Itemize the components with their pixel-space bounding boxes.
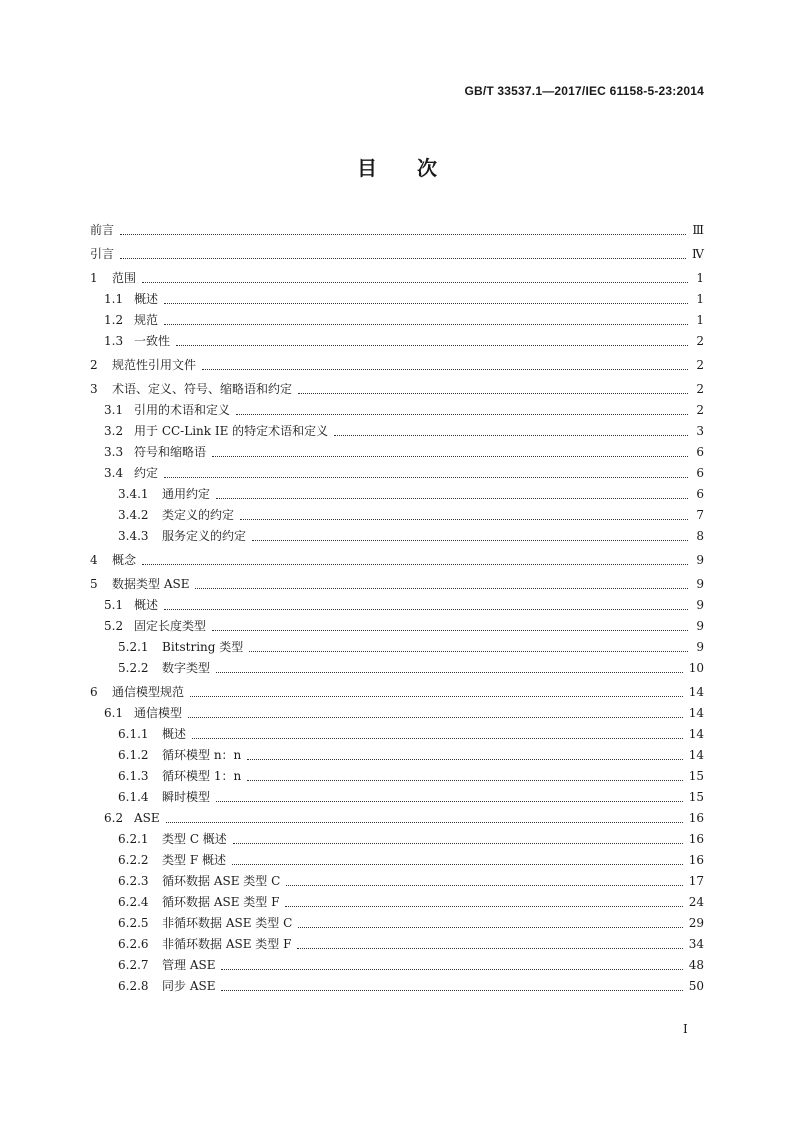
toc-entry-label: 数据类型 ASE: [112, 577, 190, 591]
toc-entry-number: 3.4.3: [118, 529, 149, 543]
document-code-header: GB/T 33537.1—2017/IEC 61158-5-23:2014: [464, 84, 704, 98]
toc-leader-dots: [286, 884, 682, 886]
toc-entry-page: 9: [696, 553, 704, 567]
toc-entry[interactable]: [90, 829, 704, 850]
toc-entry-number: 6.2: [104, 811, 124, 825]
toc-entry[interactable]: [90, 934, 704, 955]
toc-entry-label: 循环模型 n：n: [162, 748, 242, 762]
toc-leader-dots: [216, 497, 688, 499]
toc-entry-page: 14: [688, 748, 704, 762]
toc-entry-label: Bitstring 类型: [162, 640, 244, 654]
toc-entry[interactable]: [90, 976, 704, 997]
toc-entry-page: 16: [688, 832, 704, 846]
toc-entry-number: 5.2.1: [118, 640, 149, 654]
page-title: 目 次: [357, 156, 437, 180]
toc-entry-page: 16: [688, 853, 704, 867]
toc-entry-label: 引用的术语和定义: [134, 403, 231, 417]
toc-entry-number: 6.1.4: [118, 790, 149, 804]
toc-entry-label: 类定义的约定: [162, 508, 235, 522]
toc-entry-page: 29: [688, 916, 704, 930]
toc-entry-label: 一致性: [134, 334, 171, 348]
toc-entry-number: 6.2.2: [118, 853, 149, 867]
toc-leader-dots: [297, 947, 682, 949]
toc-entry-page: 10: [688, 661, 704, 675]
toc-entry-number: 3.1: [104, 403, 124, 417]
toc-entry-page: 34: [688, 937, 704, 951]
toc-leader-dots: [176, 344, 688, 346]
toc-entry-number: 6.1.2: [118, 748, 149, 762]
toc-leader-dots: [202, 368, 688, 370]
toc-entry[interactable]: [90, 550, 704, 571]
toc-entry-page: 6: [696, 487, 704, 501]
toc-entry-number: 3: [90, 382, 98, 396]
toc-entry-label: 术语、定义、符号、缩略语和约定: [112, 382, 293, 396]
toc-leader-dots: [166, 821, 683, 823]
toc-entry[interactable]: [90, 808, 704, 829]
toc-entry-number: 6.2.8: [118, 979, 149, 993]
toc-entry-number: 5.2: [104, 619, 124, 633]
toc-entry-number: 1.3: [104, 334, 124, 348]
toc-leader-dots: [142, 563, 688, 565]
toc-entry[interactable]: [90, 268, 704, 289]
toc-entry[interactable]: [90, 244, 704, 265]
toc-entry-number: 6.2.7: [118, 958, 149, 972]
toc-leader-dots: [120, 257, 686, 259]
toc-entry-label: 循环数据 ASE 类型 C: [162, 874, 281, 888]
toc-entry-number: 1.2: [104, 313, 124, 327]
toc-entry[interactable]: [90, 331, 704, 352]
toc-entry-number: 6.2.1: [118, 832, 149, 846]
toc-entry-label: 管理 ASE: [162, 958, 216, 972]
toc-entry-page: 14: [688, 685, 704, 699]
toc-entry[interactable]: [90, 463, 704, 484]
toc-leader-dots: [298, 926, 682, 928]
toc-leader-dots: [120, 233, 686, 235]
toc-entry-label: 数字类型: [162, 661, 211, 675]
toc-entry-label: 通信模型: [134, 706, 183, 720]
toc-entry-label: 概述: [162, 727, 187, 741]
toc-entry-label: 概念: [112, 553, 137, 567]
toc-entry-label: 瞬时模型: [162, 790, 211, 804]
toc-leader-dots: [164, 608, 688, 610]
toc-entry-label: 非循环数据 ASE 类型 F: [162, 937, 292, 951]
toc-leader-dots: [212, 455, 688, 457]
toc-entry[interactable]: [90, 484, 704, 505]
toc-entry-label: 前言: [90, 223, 115, 237]
toc-entry[interactable]: [90, 745, 704, 766]
page-number: Ⅰ: [683, 1022, 688, 1036]
table-of-contents: [90, 220, 704, 997]
toc-entry-page: 2: [696, 403, 704, 417]
toc-entry-label: 固定长度类型: [134, 619, 207, 633]
toc-entry[interactable]: [90, 766, 704, 787]
toc-entry-number: 3.3: [104, 445, 124, 459]
toc-entry-label: 范围: [112, 271, 137, 285]
toc-entry-label: 规范性引用文件: [112, 358, 197, 372]
toc-entry-page: 2: [696, 334, 704, 348]
toc-entry[interactable]: [90, 871, 704, 892]
toc-entry-number: 3.2: [104, 424, 124, 438]
toc-entry-number: 3.4.1: [118, 487, 149, 501]
toc-entry-page: 9: [696, 640, 704, 654]
toc-entry-page: 8: [696, 529, 704, 543]
toc-leader-dots: [195, 587, 688, 589]
toc-entry[interactable]: [90, 658, 704, 679]
toc-entry-number: 6: [90, 685, 98, 699]
toc-entry-page: 1: [696, 313, 704, 327]
toc-entry[interactable]: [90, 400, 704, 421]
toc-leader-dots: [216, 671, 683, 673]
toc-entry[interactable]: [90, 850, 704, 871]
toc-entry-page: 9: [696, 619, 704, 633]
toc-entry-number: 6.1: [104, 706, 124, 720]
toc-entry[interactable]: [90, 616, 704, 637]
toc-entry-number: 6.2.4: [118, 895, 149, 909]
toc-entry-page: 14: [688, 706, 704, 720]
toc-entry-label: 非循环数据 ASE 类型 C: [162, 916, 293, 930]
toc-entry[interactable]: [90, 955, 704, 976]
toc-entry-page: 6: [696, 445, 704, 459]
toc-leader-dots: [164, 302, 688, 304]
toc-entry[interactable]: [90, 379, 704, 400]
toc-leader-dots: [164, 323, 688, 325]
toc-entry-label: 同步 ASE: [162, 979, 216, 993]
toc-entry-page: 2: [696, 382, 704, 396]
toc-entry-page: 9: [696, 598, 704, 612]
toc-leader-dots: [164, 476, 688, 478]
toc-leader-dots: [216, 800, 683, 802]
toc-entry-label: 通用约定: [162, 487, 211, 501]
toc-entry-page: 9: [696, 577, 704, 591]
toc-entry-page: 17: [688, 874, 704, 888]
toc-entry[interactable]: [90, 442, 704, 463]
toc-entry-label: 概述: [134, 598, 159, 612]
toc-entry-page: 50: [688, 979, 704, 993]
toc-leader-dots: [236, 413, 688, 415]
toc-entry-number: 2: [90, 358, 98, 372]
toc-leader-dots: [252, 539, 688, 541]
toc-entry[interactable]: [90, 682, 704, 703]
toc-entry-page: Ⅳ: [692, 247, 704, 261]
toc-entry-page: 15: [688, 790, 704, 804]
toc-leader-dots: [334, 434, 688, 436]
toc-entry-number: 3.4: [104, 466, 124, 480]
toc-entry-page: 15: [688, 769, 704, 783]
toc-entry[interactable]: [90, 574, 704, 595]
toc-entry-label: 循环模型 1：n: [162, 769, 242, 783]
toc-entry-number: 3.4.2: [118, 508, 149, 522]
toc-leader-dots: [221, 968, 682, 970]
toc-entry[interactable]: [90, 310, 704, 331]
toc-leader-dots: [188, 716, 683, 718]
toc-entry-label: ASE: [134, 811, 160, 825]
toc-entry-label: 概述: [134, 292, 159, 306]
toc-entry-page: 48: [688, 958, 704, 972]
toc-entry[interactable]: [90, 505, 704, 526]
toc-entry-page: 16: [688, 811, 704, 825]
toc-entry[interactable]: [90, 637, 704, 658]
toc-entry[interactable]: [90, 595, 704, 616]
toc-entry[interactable]: [90, 526, 704, 547]
toc-leader-dots: [233, 842, 683, 844]
toc-entry-page: 2: [696, 358, 704, 372]
toc-entry-label: 循环数据 ASE 类型 F: [162, 895, 280, 909]
toc-entry-page: 6: [696, 466, 704, 480]
toc-entry-page: Ⅲ: [692, 223, 704, 237]
toc-entry[interactable]: [90, 220, 704, 241]
toc-leader-dots: [285, 905, 682, 907]
toc-leader-dots: [192, 737, 683, 739]
toc-leader-dots: [190, 695, 683, 697]
toc-entry-page: 14: [688, 727, 704, 741]
toc-entry-page: 3: [696, 424, 704, 438]
toc-entry-page: 1: [696, 271, 704, 285]
toc-entry-label: 规范: [134, 313, 159, 327]
toc-entry-label: 通信模型规范: [112, 685, 185, 699]
toc-entry-page: 24: [688, 895, 704, 909]
toc-entry-number: 4: [90, 553, 98, 567]
toc-entry-page: 7: [696, 508, 704, 522]
toc-entry-number: 5.1: [104, 598, 124, 612]
toc-leader-dots: [249, 650, 688, 652]
toc-entry[interactable]: [90, 703, 704, 724]
toc-entry-label: 引言: [90, 247, 115, 261]
toc-entry-label: 用于 CC-Link IE 的特定术语和定义: [134, 424, 329, 438]
toc-entry[interactable]: [90, 787, 704, 808]
toc-entry-number: 1.1: [104, 292, 124, 306]
toc-leader-dots: [247, 758, 682, 760]
toc-entry-number: 5: [90, 577, 98, 591]
toc-entry[interactable]: [90, 892, 704, 913]
toc-entry[interactable]: [90, 724, 704, 745]
toc-entry-label: 类型 C 概述: [162, 832, 227, 846]
toc-entry-label: 服务定义的约定: [162, 529, 247, 543]
toc-entry-number: 6.2.6: [118, 937, 149, 951]
toc-leader-dots: [212, 629, 688, 631]
toc-leader-dots: [298, 392, 688, 394]
toc-entry-number: 1: [90, 271, 98, 285]
toc-entry-number: 6.1.1: [118, 727, 149, 741]
toc-entry[interactable]: [90, 355, 704, 376]
toc-entry-number: 5.2.2: [118, 661, 149, 675]
toc-entry[interactable]: [90, 289, 704, 310]
toc-leader-dots: [240, 518, 688, 520]
toc-leader-dots: [232, 863, 683, 865]
toc-entry-label: 类型 F 概述: [162, 853, 226, 867]
toc-entry-label: 符号和缩略语: [134, 445, 207, 459]
toc-leader-dots: [142, 281, 688, 283]
toc-entry-number: 6.2.5: [118, 916, 149, 930]
toc-entry[interactable]: [90, 913, 704, 934]
toc-entry-page: 1: [696, 292, 704, 306]
toc-leader-dots: [247, 779, 683, 781]
toc-entry[interactable]: [90, 421, 704, 442]
toc-entry-label: 约定: [134, 466, 159, 480]
toc-entry-number: 6.2.3: [118, 874, 149, 888]
toc-entry-number: 6.1.3: [118, 769, 149, 783]
toc-leader-dots: [221, 989, 682, 991]
